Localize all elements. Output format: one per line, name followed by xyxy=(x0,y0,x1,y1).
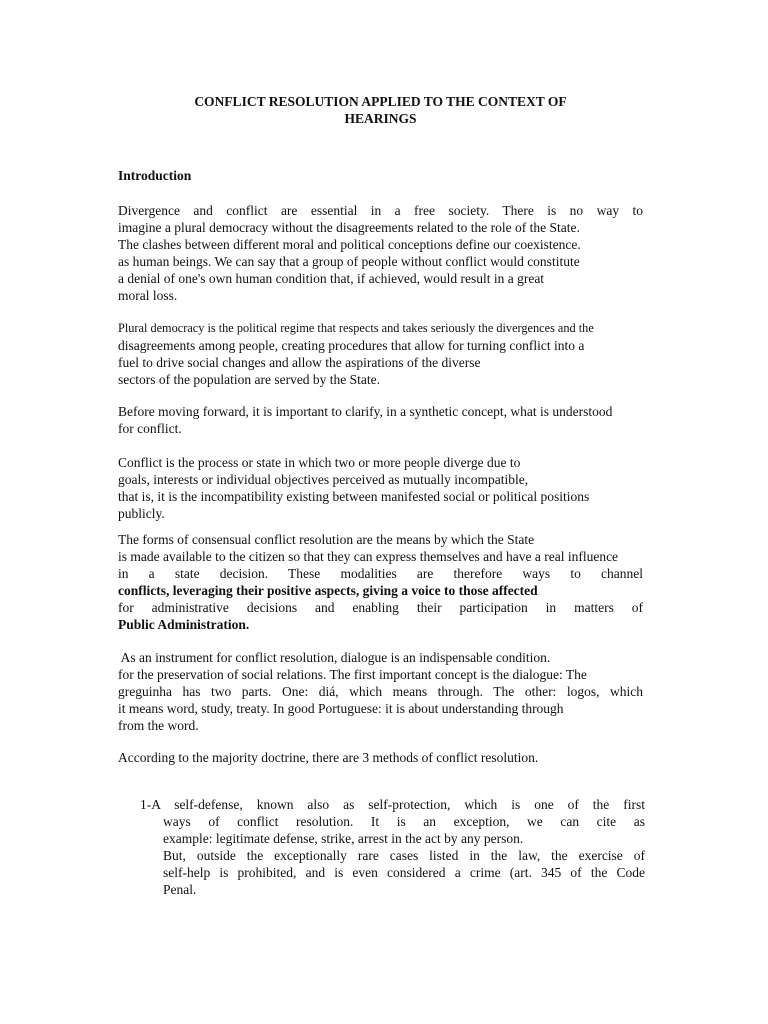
text-line: for the preservation of social relations. The first important concept is the dialogue: The xyxy=(118,667,587,682)
text-line: The forms of consensual conflict resolution are the means by which the State xyxy=(118,532,535,547)
text-line: 1-A self-defense, known also as self-protection, which is one of the first xyxy=(140,797,645,812)
text-line: Conflict is the process or state in which two or more people diverge due to xyxy=(118,455,521,470)
paragraph-clarify xyxy=(118,403,663,437)
text-line: a denial of one's own human condition that, if achieved, would result in a great xyxy=(118,271,545,286)
paragraph-conflict-definition xyxy=(118,454,643,522)
text-line: Before moving forward, it is important to clarify, in a synthetic concept, what is understood xyxy=(118,404,613,419)
text-line: Divergence and conflict are essential in a free society. There is no way to xyxy=(118,203,643,218)
introduction-heading: Introduction xyxy=(118,168,192,183)
text-line: fuel to drive social changes and allow the aspirations of the diverse xyxy=(118,355,481,370)
text-line: conflicts, leveraging their positive aspects, giving a voice to those affected xyxy=(118,583,538,598)
text-line: According to the majority doctrine, there are 3 methods of conflict resolution. xyxy=(118,750,539,765)
text-line: it means word, study, treaty. In good Portuguese: it is about understanding through xyxy=(118,701,564,716)
text-line: Penal. xyxy=(163,882,197,897)
text-line: sectors of the population are served by the State. xyxy=(118,372,381,387)
text-line: imagine a plural democracy without the disagreements related to the role of the State. xyxy=(118,220,580,235)
text-line: ways of conflict resolution. It is an exception, we can cite as xyxy=(163,814,645,829)
text-line: Public Administration. xyxy=(118,617,250,632)
text-line: As an instrument for conflict resolution, dialogue is an indispensable condition. xyxy=(118,650,551,665)
paragraph-plural-democracy xyxy=(118,320,663,388)
text-line: for conflict. xyxy=(118,421,182,436)
text-line: for administrative decisions and enabling their participation in matters of xyxy=(118,600,643,615)
text-line: publicly. xyxy=(118,506,165,521)
text-line: self-help is prohibited, and is even considered a crime (art. 345 of the Code xyxy=(163,865,645,880)
text-line: as human beings. We can say that a group of people without conflict would constitute xyxy=(118,254,580,269)
text-line: The clashes between different moral and political conceptions define our coexistence. xyxy=(118,237,581,252)
text-line: disagreements among people, creating procedures that allow for turning conflict into a xyxy=(118,338,585,353)
text-line: moral loss. xyxy=(118,288,178,303)
title-line: CONFLICT RESOLUTION APPLIED TO THE CONTEXT OF xyxy=(194,94,567,109)
text-line: is made available to the citizen so that they can express themselves and have a real influence xyxy=(118,549,619,564)
paragraph-consensual-forms xyxy=(118,531,643,633)
text-line: in a state decision. These modalities are therefore ways to channel xyxy=(118,566,643,581)
paragraph-methods xyxy=(118,749,643,766)
title-line: HEARINGS xyxy=(344,111,417,126)
text-line: that is, it is the incompatibility existing between manifested social or political positions xyxy=(118,489,590,504)
text-line: But, outside the exceptionally rare cases listed in the law, the exercise of xyxy=(163,848,645,863)
document-title xyxy=(118,93,643,127)
text-line: greguinha has two parts. One: diá, which means through. The other: logos, which xyxy=(118,684,643,699)
list-item xyxy=(140,796,645,898)
text-line: example: legitimate defense, strike, arrest in the act by any person. xyxy=(163,831,524,846)
paragraph-dialogue xyxy=(118,649,643,734)
text-line: goals, interests or individual objectives perceived as mutually incompatible, xyxy=(118,472,529,487)
text-line: from the word. xyxy=(118,718,199,733)
paragraph-divergence xyxy=(118,202,643,304)
text-line: Plural democracy is the political regime that respects and takes seriously the divergences and the xyxy=(118,321,594,335)
